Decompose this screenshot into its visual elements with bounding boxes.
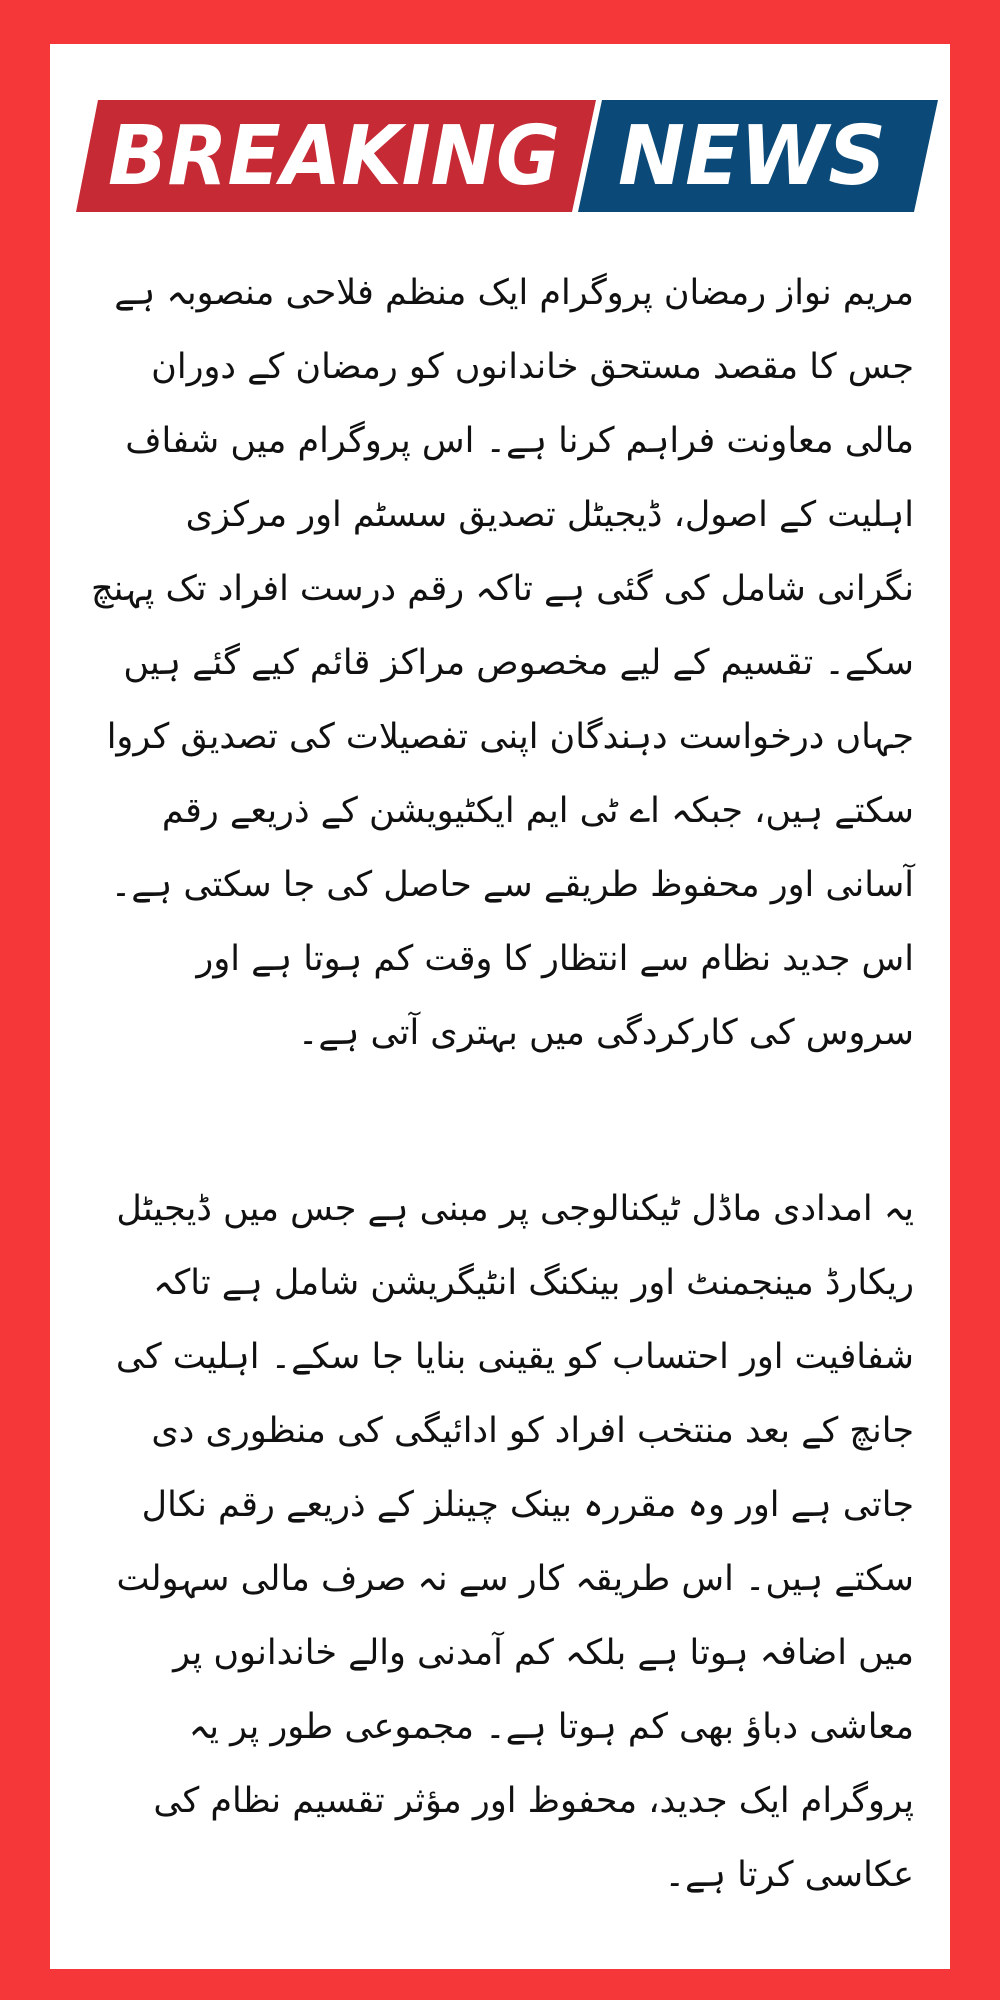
article-body [80,256,914,1912]
content-card [50,44,950,1969]
breaking-news-banner [76,100,938,212]
breaking-word: BREAKING [108,109,560,204]
breaking-news-logo [76,100,938,212]
article-paragraph-1: مریم نواز رمضان پروگرام ایک منظم فلاحی منصوبہ ہے جس کا مقصد مستحق خاندانوں کو رمضان کے دوران مالی معاونت فراہم کرنا ہے۔ اس پروگرام میں شفاف اہلیت کے اصول، ڈیجیٹل تصدیق سسٹم اور مرکزی نگرانی شامل کی گئی ہے تاکہ رقم درست افراد تک پہنچ سکے۔ تقسیم کے لیے مخصوص مراکز قائم کیے گئے ہیں جہاں درخواست دہندگان اپنی تفصیلات کی تصدیق کروا سکتے ہیں، جبکہ اے ٹی ایم ایکٹیویشن کے ذریعے رقم آسانی اور محفوظ طریقے سے حاصل کی جا سکتی ہے۔ اس جدید نظام سے انتظار کا وقت کم ہوتا ہے اور سروس کی کارکردگی میں بہتری آتی ہے۔ [91,273,914,1053]
news-word: NEWS [618,109,886,204]
article-paragraph-2: یہ امدادی ماڈل ٹیکنالوجی پر مبنی ہے جس میں ڈیجیٹل ریکارڈ مینجمنٹ اور بینکنگ انٹیگریشن شامل ہے تاکہ شفافیت اور احتساب کو یقینی بنایا جا سکے۔ اہلیت کی جانچ کے بعد منتخب افراد کو ادائیگی کی منظوری دی جاتی ہے اور وہ مقررہ بینک چینلز کے ذریعے رقم نکال سکتے ہیں۔ اس طریقہ کار سے نہ صرف مالی سہولت میں اضافہ ہوتا ہے بلکہ کم آمدنی والے خاندانوں پر معاشی دباؤ بھی کم ہوتا ہے۔ مجموعی طور پر یہ پروگرام ایک جدید، محفوظ اور مؤثر تقسیم نظام کی عکاسی کرتا ہے۔ [115,1189,914,1895]
